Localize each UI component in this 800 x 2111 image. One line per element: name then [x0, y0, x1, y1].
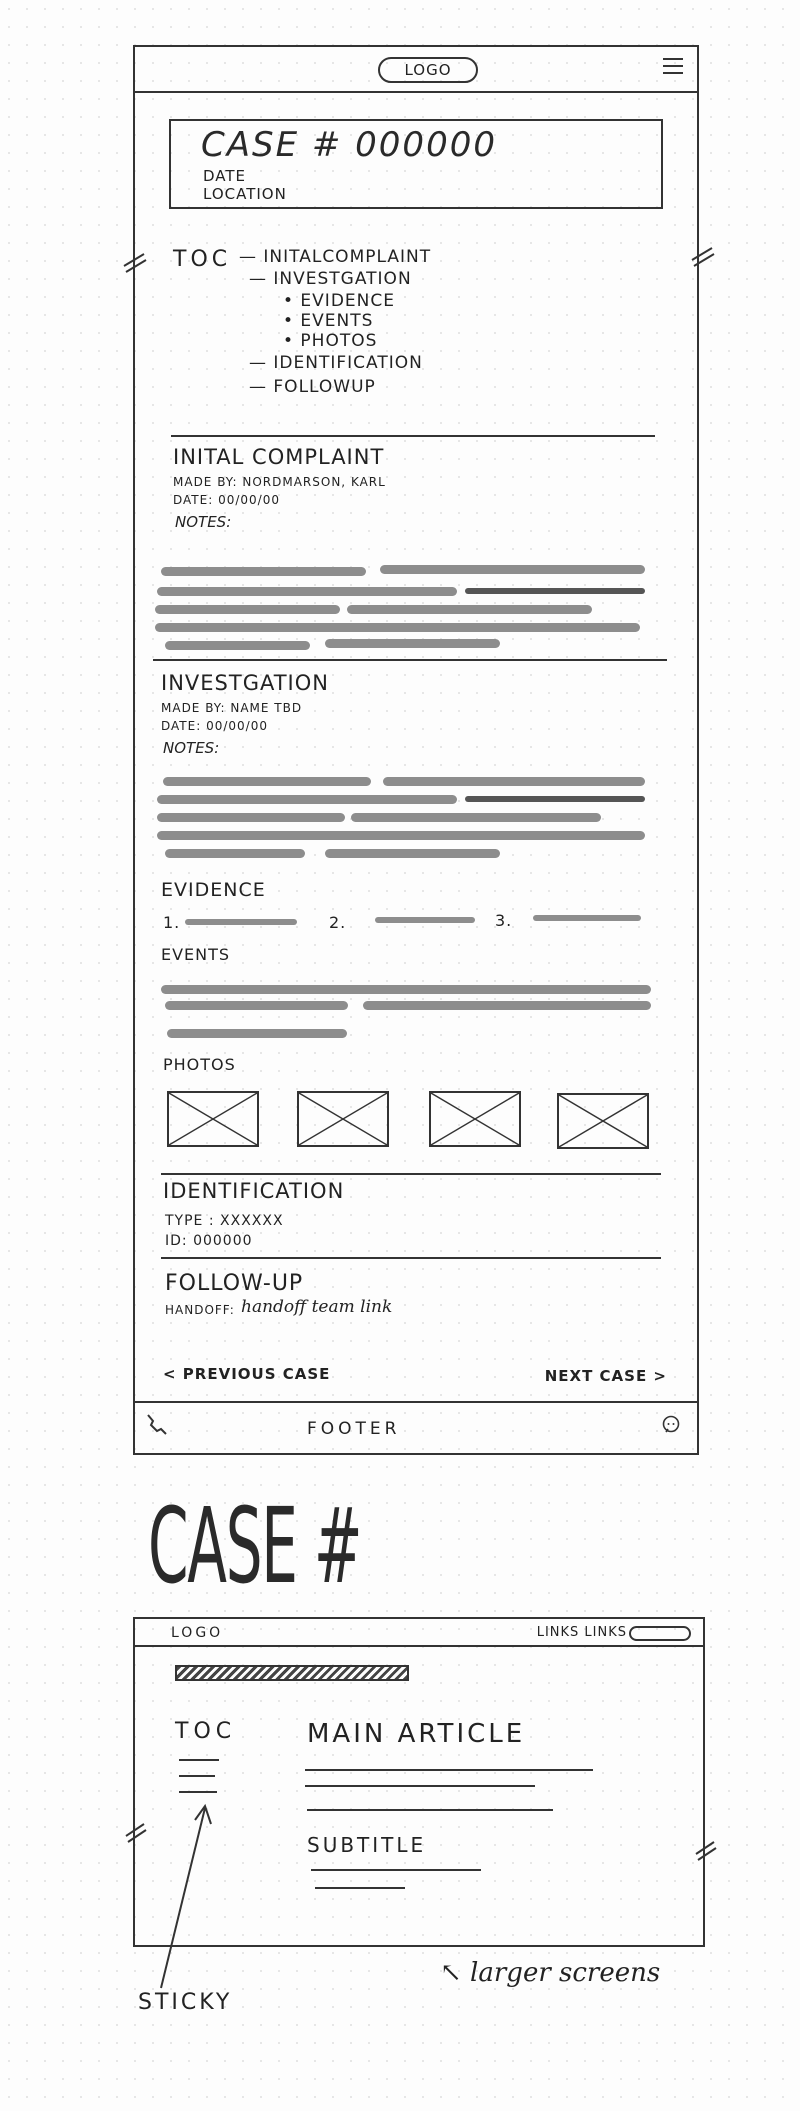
photo-placeholder[interactable]	[167, 1091, 259, 1147]
desktop-nav-links[interactable]: LINKS LINKS	[536, 1625, 627, 1640]
toc-item-initial-complaint[interactable]: — INITALCOMPLAINT	[239, 247, 432, 267]
handoff-team-link[interactable]: handoff team link	[241, 1297, 393, 1317]
evidence-item-2-line	[375, 917, 475, 923]
article-line	[311, 1869, 481, 1871]
toc-line[interactable]	[179, 1775, 215, 1777]
mobile-logo[interactable]: LOGO	[378, 57, 478, 83]
previous-case-link[interactable]: < PREVIOUS CASE	[163, 1365, 331, 1383]
divider	[161, 1173, 661, 1175]
photo-placeholder[interactable]	[297, 1091, 389, 1147]
events-title: EVENTS	[161, 945, 231, 964]
hamburger-menu-icon[interactable]	[663, 58, 683, 76]
article-line	[305, 1785, 535, 1787]
case-number: CASE # 000000	[201, 125, 497, 165]
divider	[161, 1257, 661, 1259]
sticky-annotation: STICKY	[138, 1990, 233, 2015]
mobile-header	[135, 47, 697, 93]
subtitle: SUBTITLE	[307, 1833, 427, 1857]
toc-item-followup[interactable]: — FOLLOWUP	[249, 377, 376, 397]
photo-placeholder[interactable]	[429, 1091, 521, 1147]
identification-type: TYPE : XXXXXX	[165, 1213, 284, 1229]
divider	[153, 659, 667, 661]
desktop-header	[135, 1619, 703, 1647]
break-mark	[124, 1820, 148, 1844]
case-location-label: LOCATION	[203, 185, 287, 203]
evidence-item-3: 3.	[495, 911, 513, 930]
mobile-footer	[135, 1401, 697, 1453]
photo-placeholder[interactable]	[557, 1093, 649, 1149]
break-mark	[694, 1838, 718, 1862]
toc-line[interactable]	[179, 1759, 219, 1761]
desktop-search-input[interactable]	[629, 1626, 691, 1641]
handoff-label: HANDOFF:	[165, 1303, 235, 1317]
breadcrumb-scribble	[175, 1665, 409, 1681]
photos-title: PHOTOS	[163, 1055, 236, 1074]
case-date-label: DATE	[203, 167, 247, 185]
investigation-notes-label: NOTES:	[163, 739, 220, 757]
article-line	[315, 1887, 405, 1889]
follow-up-title: FOLLOW-UP	[165, 1271, 304, 1296]
investigation-made-by: MADE BY: NAME TBD	[161, 701, 303, 715]
case-header-box	[169, 119, 663, 209]
desktop-logo[interactable]: LOGO	[171, 1625, 224, 1641]
investigation-date: DATE: 00/00/00	[161, 719, 268, 733]
initial-complaint-made-by: MADE BY: NORDMARSON, KARL	[173, 475, 386, 489]
break-mark	[122, 250, 148, 274]
mobile-wireframe	[133, 45, 699, 1455]
toc-label: TOC	[173, 247, 232, 272]
initial-complaint-title: INITAL COMPLAINT	[173, 445, 385, 469]
toc-item-investigation[interactable]: — INVESTGATION	[249, 269, 412, 289]
main-article-title: MAIN ARTICLE	[307, 1719, 526, 1749]
larger-screens-annotation: ↖ larger screens	[440, 1958, 661, 1988]
initial-complaint-date: DATE: 00/00/00	[173, 493, 280, 507]
toc-item-evidence[interactable]: • EVIDENCE	[283, 291, 395, 311]
identification-title: IDENTIFICATION	[163, 1179, 345, 1203]
break-mark	[690, 244, 716, 268]
evidence-item-3-line	[533, 915, 641, 921]
desktop-toc-label: TOC	[175, 1719, 237, 1744]
initial-complaint-notes-label: NOTES:	[175, 513, 232, 531]
identification-id: ID: 000000	[165, 1233, 253, 1249]
divider	[171, 435, 655, 437]
evidence-item-2: 2.	[329, 913, 347, 932]
sticky-arrow-icon	[155, 1800, 215, 1990]
toc-item-identification[interactable]: — IDENTIFICATION	[249, 353, 423, 373]
footer-label: FOOTER	[307, 1419, 401, 1439]
toc-line[interactable]	[179, 1791, 217, 1793]
evidence-item-1-line	[185, 919, 297, 925]
phone-icon[interactable]	[145, 1413, 167, 1437]
case-heading: CASE #	[148, 1485, 362, 1607]
desktop-bottom-edge	[133, 1945, 705, 1947]
article-line	[305, 1769, 593, 1771]
article-line	[307, 1809, 553, 1811]
toc-item-events[interactable]: • EVENTS	[283, 311, 374, 331]
desktop-wireframe	[133, 1617, 705, 1945]
next-case-link[interactable]: NEXT CASE >	[544, 1367, 667, 1385]
investigation-title: INVESTGATION	[161, 671, 329, 695]
evidence-title: EVIDENCE	[161, 879, 266, 901]
chat-icon[interactable]	[661, 1415, 681, 1435]
toc-item-photos[interactable]: • PHOTOS	[283, 331, 378, 351]
evidence-item-1: 1.	[163, 913, 181, 932]
